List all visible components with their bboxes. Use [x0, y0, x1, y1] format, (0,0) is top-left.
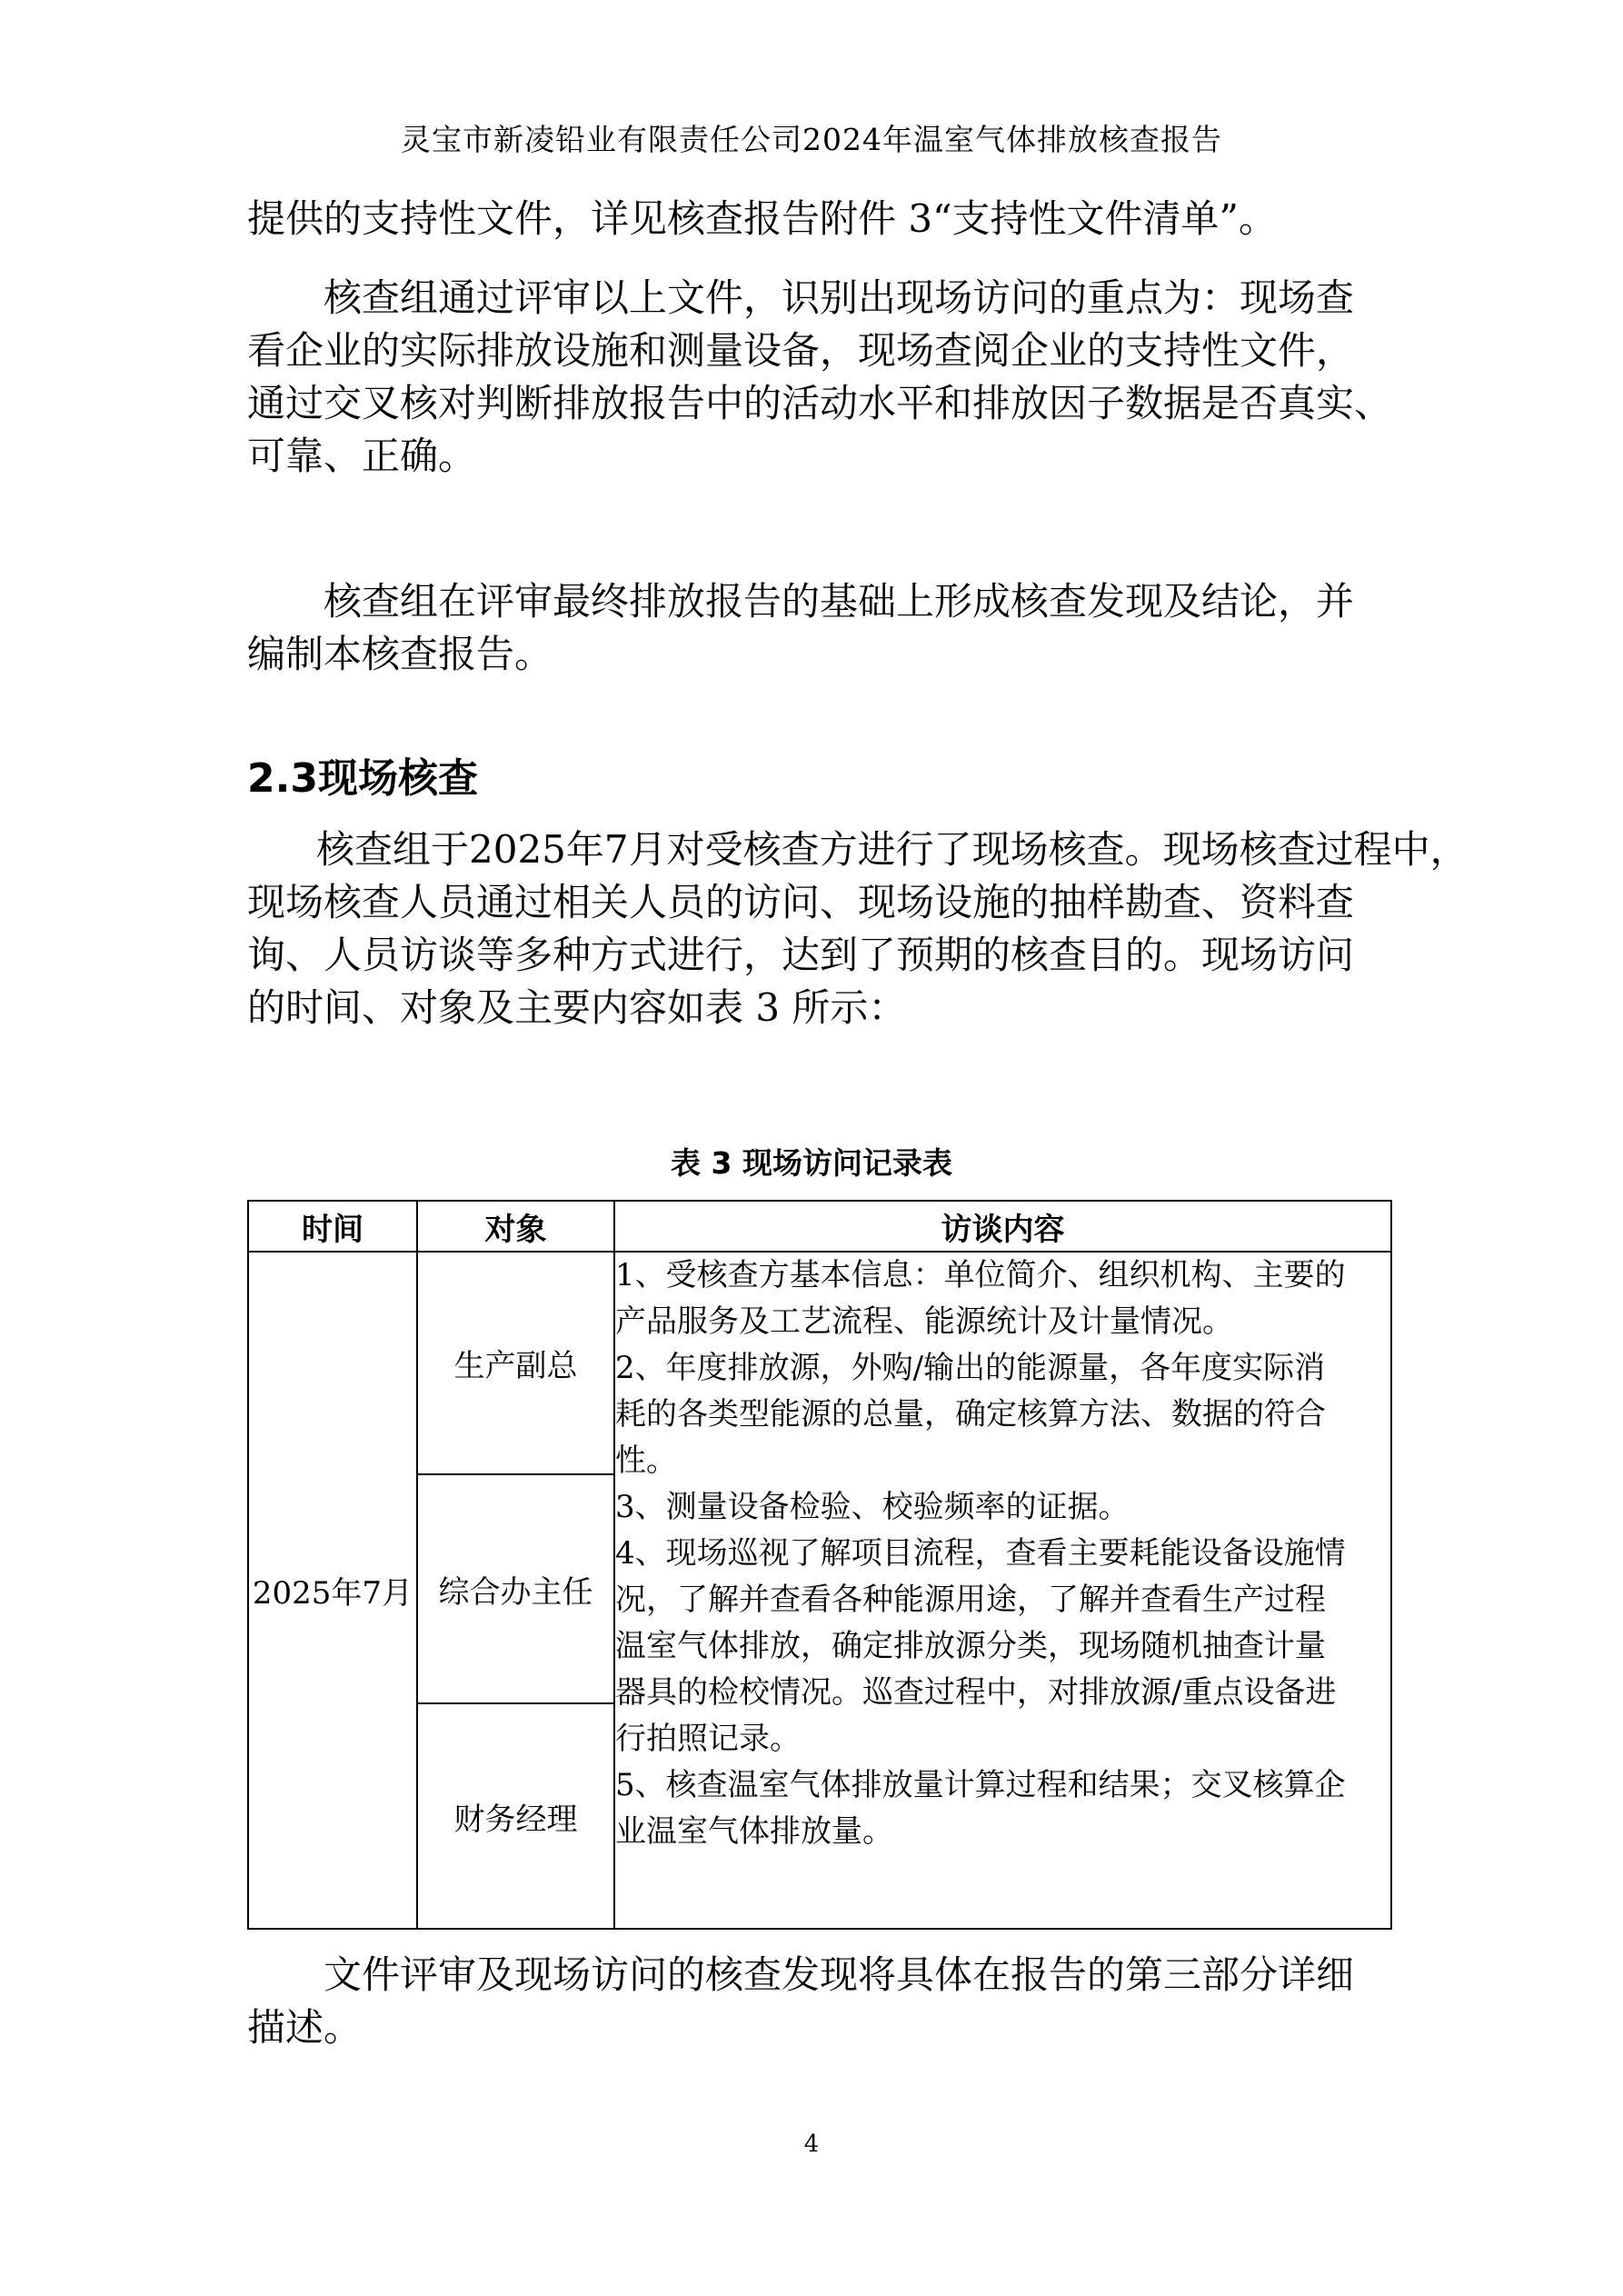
content-line: 业温室气体排放量。	[615, 1813, 893, 1850]
header-time: 时间	[248, 1201, 417, 1252]
intro-paragraph	[247, 193, 1401, 245]
onsite-paragraph	[247, 824, 1469, 1034]
text-line: 可靠、正确。	[247, 434, 477, 478]
content-line: 4、现场巡视了解项目流程，查看主要耗能设备设施情	[615, 1535, 1346, 1572]
text-line: 看企业的实际排放设施和测量设备，现场查阅企业的支持性文件，	[247, 328, 1355, 373]
content-line: 耗的各类型能源的总量，确定核算方法、数据的符合	[615, 1396, 1326, 1433]
content-line: 2、年度排放源，外购/输出的能源量，各年度实际消	[615, 1350, 1326, 1386]
content-line: 产品服务及工艺流程、能源统计及计量情况。	[615, 1303, 1233, 1340]
header-object: 对象	[417, 1201, 614, 1252]
text-line: 文件评审及现场访问的核查发现将具体在报告的第三部分详细	[324, 1952, 1355, 1997]
text-line: 通过交叉核对判断排放报告中的活动水平和排放因子数据是否真实、	[247, 381, 1393, 425]
object-cell: 财务经理	[417, 1703, 614, 1929]
content-line: 温室气体排放，确定排放源分类，现场随机抽查计量	[615, 1628, 1326, 1664]
text-line: 编制本核查报告。	[247, 632, 553, 676]
visit-time-cell: 2025年7月	[248, 1252, 417, 1929]
text-line: 核查组在评审最终排放报告的基础上形成核查发现及结论，并	[324, 579, 1355, 624]
text-line: 核查组于2025年7月对受核查方进行了现场核查。现场核查过程中，	[316, 827, 1469, 872]
content-cell	[614, 1252, 1391, 1929]
table-row	[248, 1252, 1391, 1474]
text-line: 核查组通过评审以上文件，识别出现场访问的重点为：现场查	[324, 275, 1355, 320]
visit-record-table	[247, 1200, 1392, 1930]
object-cell: 生产副总	[417, 1252, 614, 1474]
text-line: 现场核查人员通过相关人员的访问、现场设施的抽样勘查、资料查	[247, 880, 1355, 924]
content-line: 1、受核查方基本信息：单位简介、组织机构、主要的	[615, 1257, 1346, 1293]
content-line: 性。	[615, 1442, 677, 1479]
conclusion-paragraph	[247, 575, 1401, 681]
page-header: 灵宝市新凌铅业有限责任公司2024年温室气体排放核查报告	[401, 122, 1222, 157]
review-paragraph	[247, 272, 1401, 483]
text-line: 描述。	[247, 2005, 363, 2050]
text-line: 提供的支持性文件，详见核查报告附件 3“支持性文件清单”。	[247, 196, 1278, 241]
closing-paragraph	[247, 1949, 1401, 2054]
table-caption: 表 3 现场访问记录表	[671, 1145, 952, 1181]
content-line: 器具的检校情况。巡查过程中，对排放源/重点设备进	[615, 1674, 1337, 1711]
text-line: 的时间、对象及主要内容如表 3 所示：	[247, 985, 907, 1030]
header-content: 访谈内容	[614, 1201, 1391, 1252]
text-line: 询、人员访谈等多种方式进行，达到了预期的核查目的。现场访问	[247, 933, 1355, 977]
content-line: 3、测量设备检验、校验频率的证据。	[615, 1489, 1130, 1525]
content-line: 5、核查温室气体排放量计算过程和结果；交叉核算企	[615, 1767, 1346, 1803]
table-header-row	[248, 1201, 1391, 1252]
section-heading: 2.3现场核查	[247, 755, 478, 802]
content-line: 行拍照记录。	[615, 1721, 801, 1757]
content-line: 况，了解并查看各种能源用途，了解并查看生产过程	[615, 1582, 1326, 1618]
page-number: 4	[803, 2131, 820, 2158]
object-cell: 综合办主任	[417, 1474, 614, 1703]
